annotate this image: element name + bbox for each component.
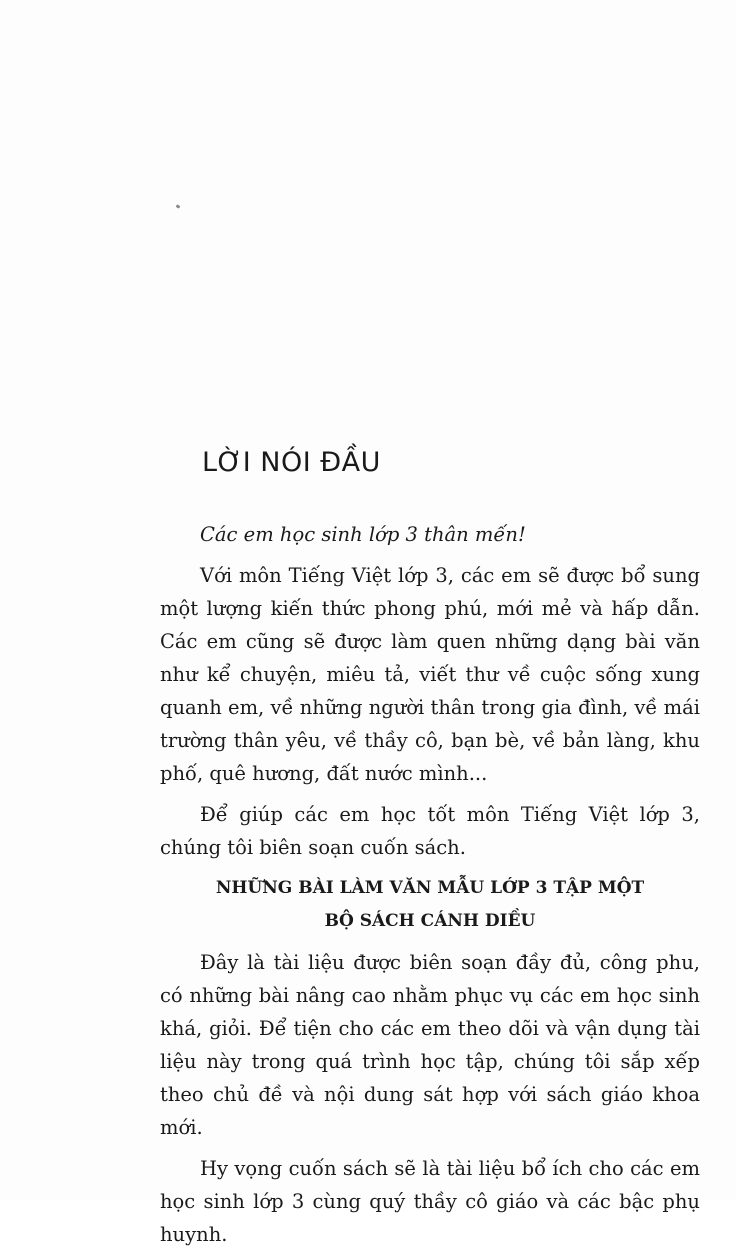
paragraph-4: Hy vọng cuốn sách sẽ là tài liệu bổ ích cho các em học sinh lớp 3 cùng quý thầy cô giáo và các bậc phụ huynh. — [160, 1157, 700, 1246]
book-title-line-1: NHỮNG BÀI LÀM VĂN MẪU LỚP 3 TẬP MỘT — [215, 878, 645, 898]
paragraph-2: Để giúp các em học tốt môn Tiếng Việt lớp 3, chúng tôi biên soạn cuốn sách. — [160, 803, 700, 859]
book-title — [160, 872, 700, 938]
book-title-line-2: BỘ SÁCH CÁNH DIỀU — [324, 911, 536, 931]
page-heading: LỜI NÓI ĐẦU — [202, 447, 381, 478]
paragraph-3: Đây là tài liệu được biên soạn đầy đủ, công phu, có những bài nâng cao nhằm phục vụ các em học sinh khá, giỏi. Để tiện cho các em theo dõi và vận dụng tài liệu này trong quá trình học tập, chúng tôi sắp xếp theo chủ đề và nội dung sát hợp với sách giáo khoa mới. — [160, 951, 700, 1139]
paragraph-1: Với môn Tiếng Việt lớp 3, các em sẽ được bổ sung một lượng kiến thức phong phú, mới mẻ và hấp dẫn. Các em cũng sẽ được làm quen những dạng bài văn như kể chuyện, miêu tả, viết thư về cuộc sống xung quanh em, về những người thân trong gia đình, về mái trường thân yêu, về thầy cô, bạn bè, về bản làng, khu phố, quê hương, đất nước mình... — [160, 564, 700, 785]
salutation: Các em học sinh lớp 3 thân mến! — [200, 523, 526, 546]
preface-body — [160, 518, 700, 1259]
scan-speck — [176, 204, 181, 209]
